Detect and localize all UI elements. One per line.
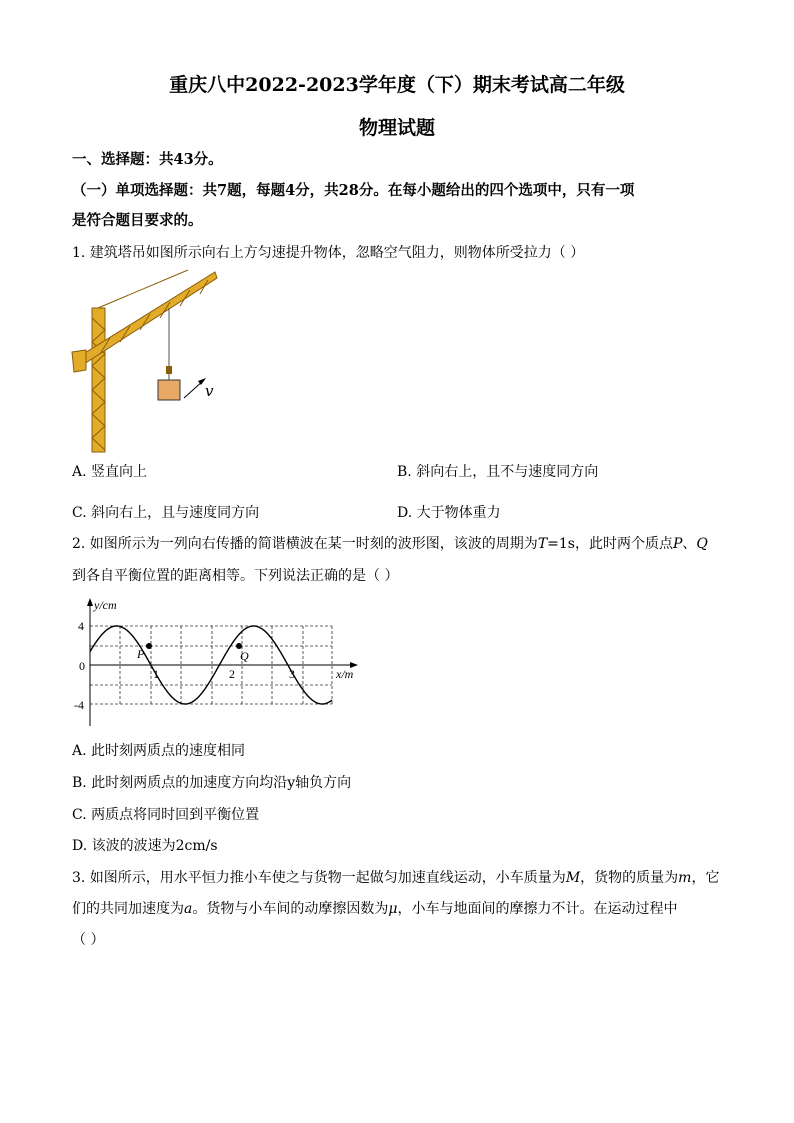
q2-stem-point-q: Q [696,536,708,552]
q3-friction-symbol: μ [388,901,398,917]
q3-line1-part3: ，它 [691,870,720,886]
point-p-label: P [137,647,145,661]
q2-option-a: A. 此时刻两质点的速度相同 [72,743,246,759]
q1-option-d: D. 大于物体重力 [397,505,501,521]
velocity-label: v [205,382,214,400]
y-tick-0: 0 [79,659,85,673]
wave-graph [70,596,370,736]
q3-answer-blank: （ ） [72,932,105,948]
q3-acceleration-symbol: a [184,901,193,917]
x-axis-label: x/m [336,667,354,681]
q1-option-c: C. 斜向右上，且与速度同方向 [72,505,260,521]
y-tick-4: 4 [78,619,84,633]
q2-option-c: C. 两质点将同时回到平衡位置 [72,807,260,823]
crane-hook [166,366,172,374]
y-axis-label: y/cm [94,598,117,612]
q2-stem-part2: =1s，此时两个质点 [547,536,673,552]
q3-line2-part3: ，小车与地面间的摩擦力不计。在运动过程中 [397,901,678,917]
q2-option-b: B. 此时刻两质点的加速度方向均沿y轴负方向 [72,775,352,791]
section-heading: 一、选择题：共43分。 [72,151,223,168]
q2-stem-part3: 、 [682,536,697,552]
q3-mass-cargo-symbol: m [678,870,692,886]
q3-line1-part2: ，货物的质量为 [580,870,679,886]
q2-stem-point-p: P [672,536,683,552]
crane-figure [70,268,230,454]
q2-stem-part1: 2. 如图所示为一列向右传播的简谐横波在某一时刻的波形图，该波的周期为 [72,536,538,552]
crane-tower [92,308,105,452]
q1-stem: 1. 建筑塔吊如图所示向右上方匀速提升物体，忽略空气阻力，则物体所受拉力（ ） [72,245,585,261]
y-axis-arrow [87,598,93,606]
section-subheading-line2: 是符合题目要求的。 [72,212,203,229]
q1-option-a: A. 竖直向上 [72,464,148,480]
q3-mass-cart-symbol: M [565,870,581,886]
q2-stem-period-symbol: T [537,536,548,552]
x-tick-2: 2 [229,667,235,681]
q3-line2-part1: 们的共同加速度为 [72,901,184,917]
q3-line2-part2: 。货物与小车间的动摩擦因数为 [192,901,389,917]
x-tick-3: 3 [289,667,295,681]
q2-stem-line1 [72,534,708,554]
q1-option-b: B. 斜向右上，且不与速度同方向 [397,464,599,480]
exam-subtitle: 物理试题 [358,117,435,139]
q3-stem-line2 [72,899,677,919]
point-q-label: Q [240,649,249,663]
y-tick-minus4: -4 [74,698,84,712]
q2-option-d: D. 该波的波速为2cm/s [72,838,218,854]
cargo-box [158,380,180,400]
x-tick-1: 1 [153,667,159,681]
point-p [146,643,152,649]
exam-title: 重庆八中2022-2023学年度（下）期末考试高二年级 [169,74,625,96]
q3-line1-part1: 3. 如图所示，用水平恒力推小车使之与货物一起做匀加速直线运动，小车质量为 [72,870,566,886]
q3-stem-line1 [72,868,719,888]
section-subheading-line1: （一）单项选择题：共7题，每题4分，共28分。在每小题给出的四个选项中，只有一项 [72,182,635,199]
q2-stem-line2: 到各自平衡位置的距离相等。下列说法正确的是（ ） [72,568,399,584]
